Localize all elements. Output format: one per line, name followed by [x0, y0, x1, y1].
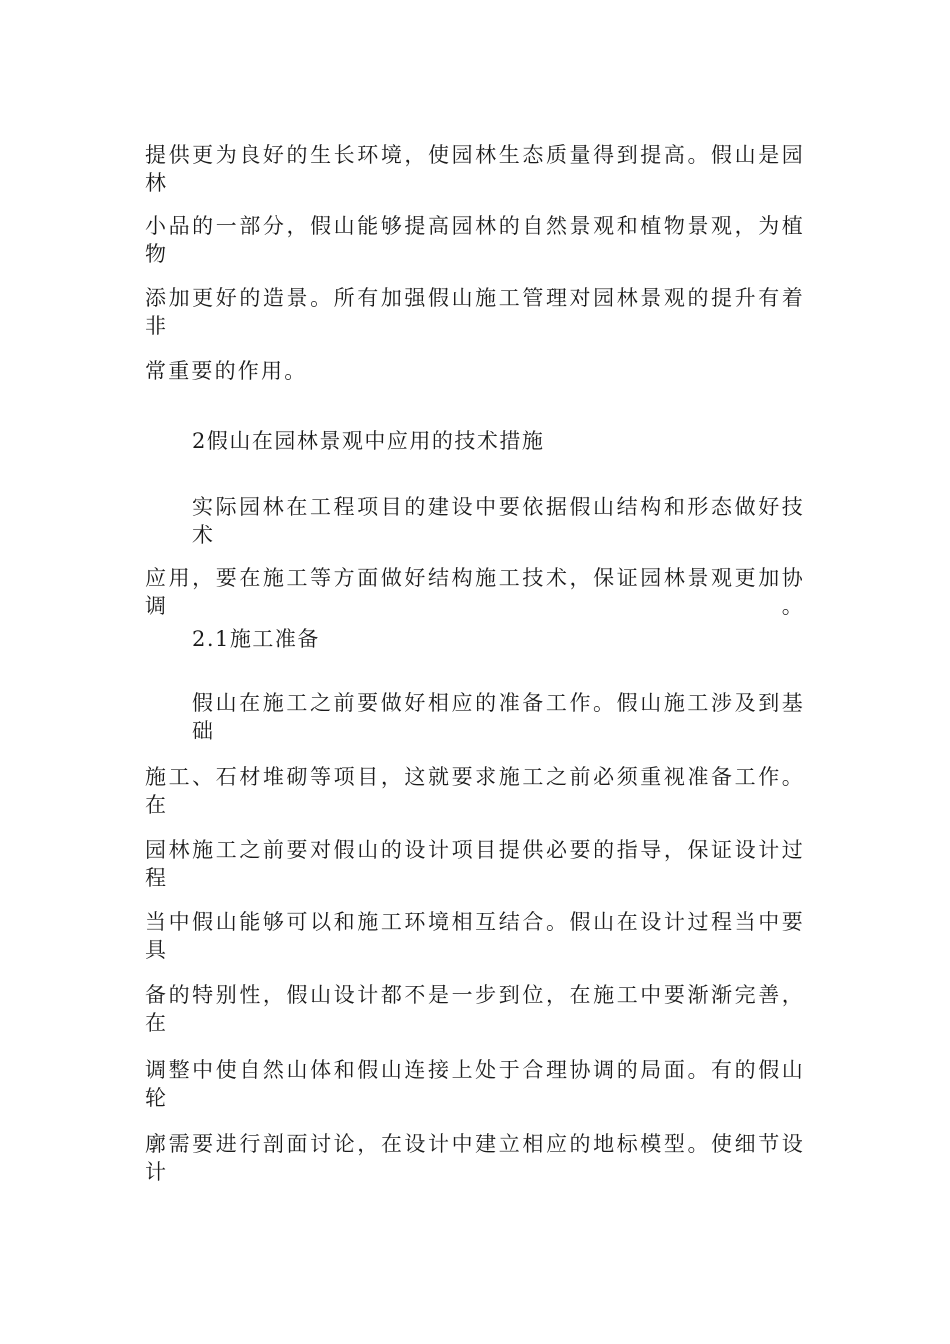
- subsection-heading: 2.1施工准备: [192, 627, 320, 651]
- section-heading: 2假山在园林景观中应用的技术措施: [192, 429, 545, 453]
- paragraph-line: 当中假山能够可以和施工环境相互结合。假山在设计过程当中要具: [145, 910, 805, 962]
- paragraph-line: 施工、石材堆砌等项目，这就要求施工之前必须重视准备工作。在: [145, 765, 805, 817]
- paragraph-line: 假山在施工之前要做好相应的准备工作。假山施工涉及到基础: [192, 691, 805, 743]
- paragraph-line: 添加更好的造景。所有加强假山施工管理对园林景观的提升有着非: [145, 286, 805, 338]
- paragraph-line: 实际园林在工程项目的建设中要依据假山结构和形态做好技术: [192, 495, 805, 547]
- paragraph-line: 提供更为良好的生长环境，使园林生态质量得到提高。假山是园林: [145, 143, 805, 195]
- paragraph-line: 备的特别性，假山设计都不是一步到位，在施工中要渐渐完善，在: [145, 983, 805, 1035]
- paragraph-line: 小品的一部分，假山能够提高园林的自然景观和植物景观，为植物: [145, 214, 805, 266]
- paragraph-line: 常重要的作用。: [145, 359, 308, 383]
- paragraph-line: 园林施工之前要对假山的设计项目提供必要的指导，保证设计过程: [145, 838, 805, 890]
- paragraph-line: 廓需要进行剖面讨论，在设计中建立相应的地标模型。使细节设计: [145, 1132, 805, 1184]
- paragraph-line: 调整中使自然山体和假山连接上处于合理协调的局面。有的假山轮: [145, 1058, 805, 1110]
- paragraph-line: 应用，要在施工等方面做好结构施工技术，保证园林景观更加协调。: [145, 566, 805, 618]
